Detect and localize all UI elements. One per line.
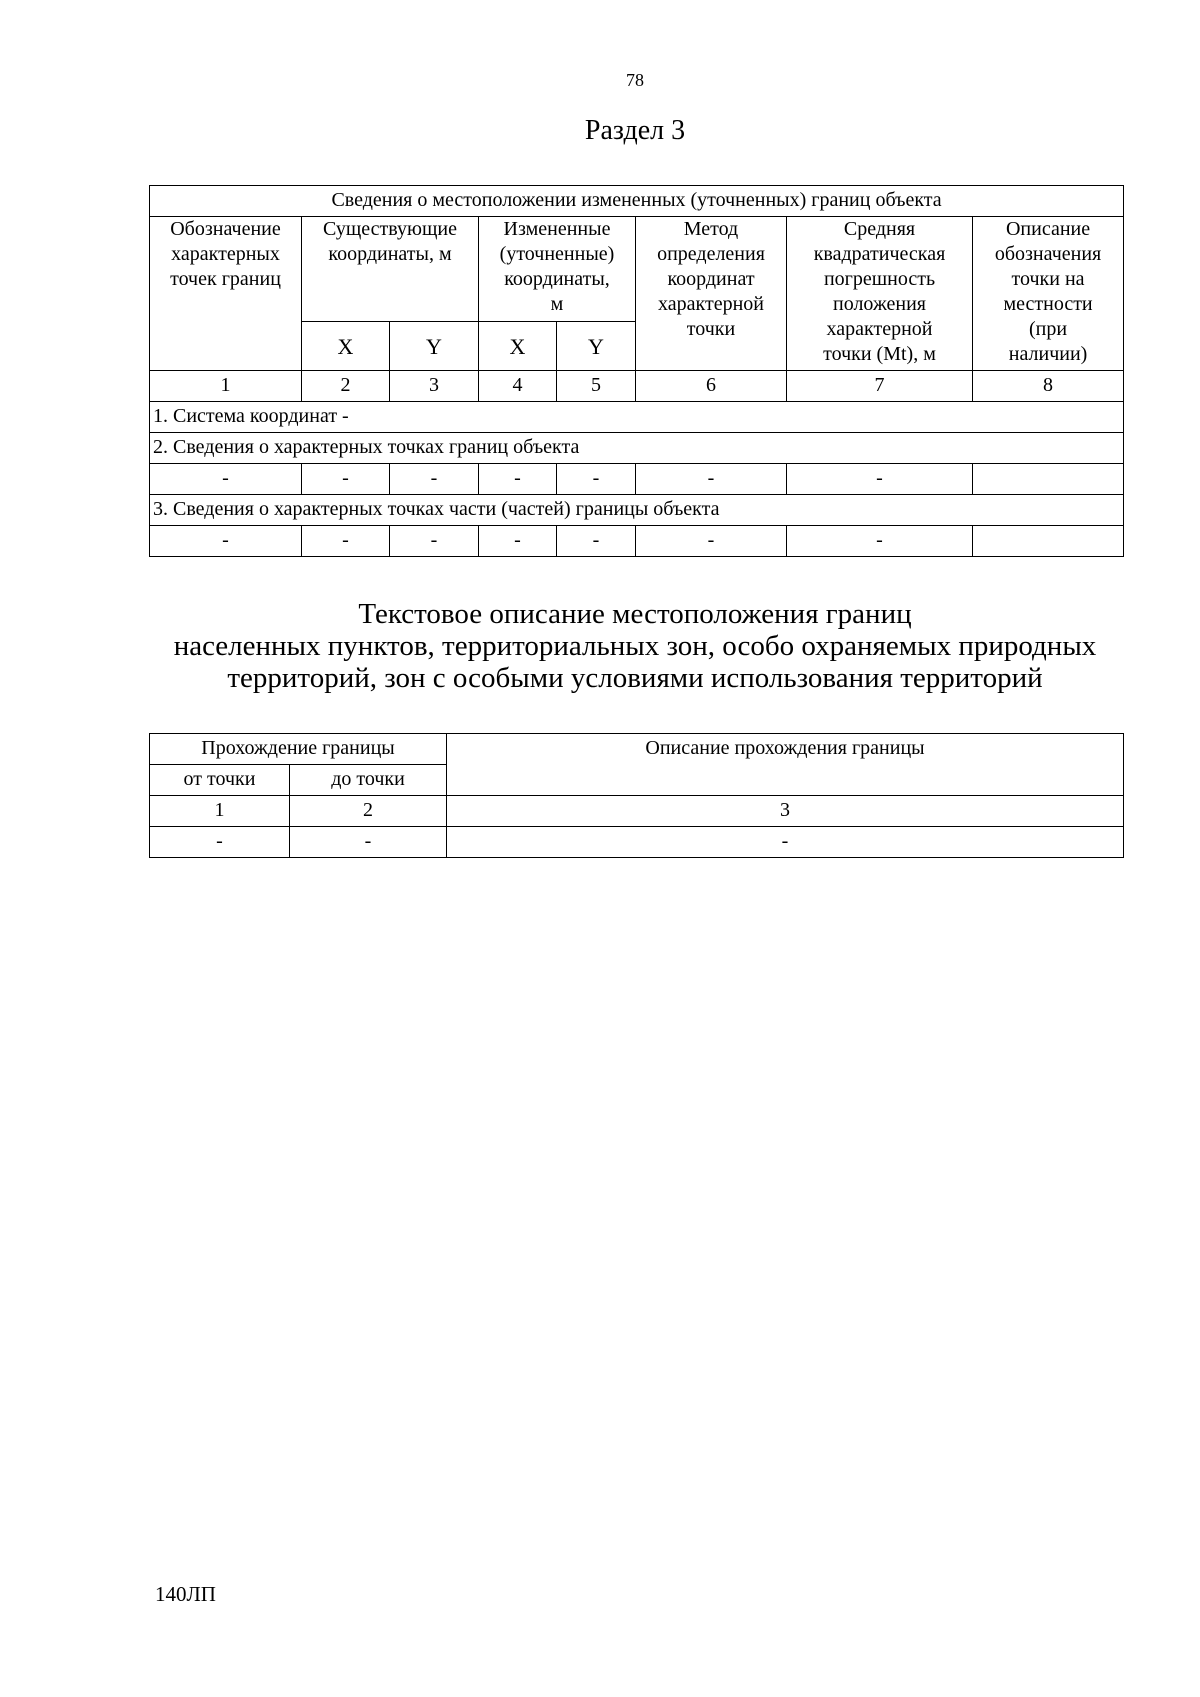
header-line: Обозначение: [170, 218, 281, 240]
header-line: (уточненные): [499, 243, 615, 265]
header-line: погрешность: [823, 268, 936, 290]
header-line: точки (Mt), м: [823, 343, 936, 365]
header-mean-square-error: [787, 217, 973, 371]
table-cell: -: [479, 464, 557, 495]
page-number: 78: [626, 70, 644, 90]
header-line: квадратическая: [813, 243, 946, 265]
text-description-heading: [140, 598, 1130, 694]
table-caption: Сведения о местоположении измененных (уточненных) границ объекта: [150, 186, 1124, 217]
header-line: Метод: [683, 218, 739, 240]
heading-line: Текстовое описание местоположения границ: [358, 598, 912, 630]
header-line: точки: [686, 318, 736, 340]
column-number: 1: [150, 796, 290, 827]
section-coordinate-system: 1. Система координат -: [150, 402, 1124, 433]
header-line: наличии): [1008, 343, 1088, 365]
column-number: 5: [557, 371, 636, 402]
header-line: Существующие: [323, 218, 457, 240]
table-cell: -: [636, 464, 787, 495]
header-existing-coordinates: [302, 217, 479, 322]
column-number: 3: [390, 371, 479, 402]
header-line: координат: [667, 268, 755, 290]
footer-code: 140ЛП: [155, 1582, 216, 1606]
header-changed-x: X: [479, 322, 557, 371]
header-line: местности: [1003, 293, 1093, 315]
header-boundary-passage: Прохождение границы: [150, 734, 447, 765]
header-line: характерной: [658, 293, 764, 315]
table-cell: -: [557, 526, 636, 557]
header-line: координаты, м: [328, 243, 452, 265]
table-cell: -: [447, 827, 1124, 858]
header-line: точки на: [1011, 268, 1085, 290]
column-number: 8: [973, 371, 1124, 402]
header-line: Измененные: [503, 218, 611, 240]
column-number: 1: [150, 371, 302, 402]
table-cell: -: [787, 526, 973, 557]
column-number: 3: [447, 796, 1124, 827]
header-passage-description: Описание прохождения границы: [447, 734, 1124, 796]
section-boundary-points: 2. Сведения о характерных точках границ объекта: [150, 433, 1124, 464]
header-line: характерных: [171, 243, 280, 265]
section-part-boundary-points: 3. Сведения о характерных точках части (частей) границы объекта: [150, 495, 1124, 526]
heading-line: населенных пунктов, территориальных зон, особо охраняемых природных: [173, 630, 1097, 662]
table-cell: -: [150, 526, 302, 557]
table-cell: -: [390, 464, 479, 495]
header-point-description: [973, 217, 1124, 371]
table-cell: -: [479, 526, 557, 557]
table-cell: [973, 526, 1124, 557]
table-cell: -: [636, 526, 787, 557]
header-line: Описание: [1005, 218, 1091, 240]
header-line: м: [550, 293, 564, 315]
table-cell: [973, 464, 1124, 495]
column-number: 4: [479, 371, 557, 402]
header-line: Средняя: [843, 218, 916, 240]
header-line: точек границ: [170, 268, 281, 290]
table-cell: -: [150, 827, 290, 858]
header-changed-coordinates: [479, 217, 636, 322]
column-number: 6: [636, 371, 787, 402]
table-cell: -: [390, 526, 479, 557]
header-from-point: от точки: [150, 765, 290, 796]
header-existing-x: X: [302, 322, 390, 371]
header-line: положения: [833, 293, 926, 315]
table-cell: -: [787, 464, 973, 495]
header-line: (при: [1029, 318, 1068, 340]
header-line: характерной: [826, 318, 933, 340]
column-number: 2: [302, 371, 390, 402]
boundary-passage-table: [149, 733, 1124, 858]
header-changed-y: Y: [557, 322, 636, 371]
header-point-designation: [150, 217, 302, 371]
section-title: Раздел 3: [584, 115, 686, 146]
heading-line: территорий, зон с особыми условиями использования территорий: [227, 662, 1043, 694]
boundary-coordinates-table: [149, 185, 1124, 557]
header-existing-y: Y: [390, 322, 479, 371]
table-cell: -: [290, 827, 447, 858]
table-cell: -: [557, 464, 636, 495]
column-number: 2: [290, 796, 447, 827]
column-number: 7: [787, 371, 973, 402]
header-method: [636, 217, 787, 371]
table-cell: -: [150, 464, 302, 495]
table-cell: -: [302, 526, 390, 557]
header-line: определения: [657, 243, 765, 265]
header-line: обозначения: [994, 243, 1102, 265]
header-to-point: до точки: [290, 765, 447, 796]
table-cell: -: [302, 464, 390, 495]
header-line: координаты,: [504, 268, 610, 290]
